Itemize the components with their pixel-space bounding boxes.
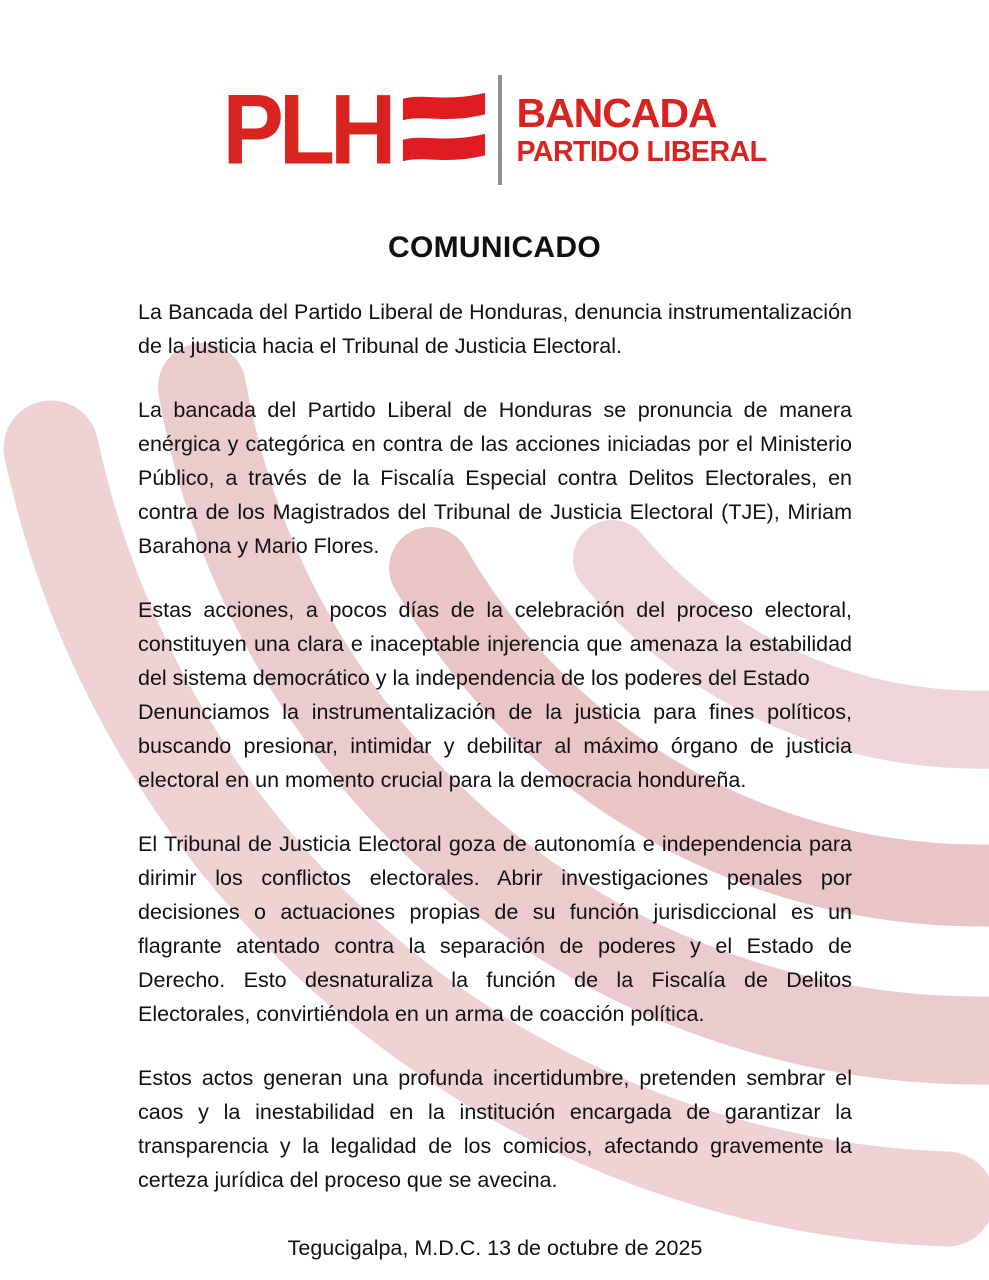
logo-divider bbox=[498, 75, 502, 185]
liberal-flag-icon bbox=[400, 84, 488, 176]
communique-body bbox=[138, 295, 852, 1265]
paragraph-denunciamos: Denunciamos la instrumentalización de la justicia para fines políticos, buscando presionar, intimidar y debilitar al máximo órgano de justicia electoral en un momento crucial para la democracia hondureña. bbox=[138, 700, 852, 792]
bancada-label: BANCADA bbox=[516, 90, 717, 137]
partido-liberal-label: PARTIDO LIBERAL bbox=[516, 136, 767, 169]
paragraph-denuncia: La Bancada del Partido Liberal de Honduras, denuncia instrumentalización de la justicia hacia el Tribunal de Justicia Electoral. bbox=[138, 300, 852, 358]
plh-wordmark: PLH bbox=[222, 74, 392, 186]
paragraph-actos: Estos actos generan una profunda incertidumbre, pretenden sembrar el caos y la inestabilidad en la institución encargada de garantizar la transparencia y la legalidad de los comicios, afectando gravemente la certeza jurídica del proceso que se avecina. bbox=[138, 1066, 852, 1192]
bancada-wordmark bbox=[516, 90, 767, 169]
dateline: Tegucigalpa, M.D.C. 13 de octubre de 2025 bbox=[287, 1236, 703, 1260]
paragraph-acciones: Estas acciones, a pocos días de la celebración del proceso electoral, constituyen una clara e inaceptable injerencia que amenaza la estabilidad del sistema democrático y la independencia de los poderes del Estado bbox=[138, 598, 852, 690]
paragraph-tribunal: El Tribunal de Justicia Electoral goza de autonomía e independencia para dirimir los conflictos electorales. Abrir investigaciones penales por decisiones o actuaciones propias de su función jurisdiccional es un flagrante atentado contra la separación de poderes y el Estado de Derecho. Esto desnaturaliza la función de la Fiscalía de Delitos Electorales, convirtiéndola en un arma de coacción política. bbox=[138, 832, 852, 1026]
paragraph-pronunciamiento: La bancada del Partido Liberal de Honduras se pronuncia de manera enérgica y categórica en contra de las acciones iniciadas por el Ministerio Público, a través de la Fiscalía Especial contra Delitos Electorales, en contra de los Magistrados del Tribunal de Justicia Electoral (TJE), Miriam Barahona y Mario Flores. bbox=[138, 398, 852, 558]
plh-logo bbox=[0, 73, 989, 187]
page-title: COMUNICADO bbox=[388, 231, 601, 264]
